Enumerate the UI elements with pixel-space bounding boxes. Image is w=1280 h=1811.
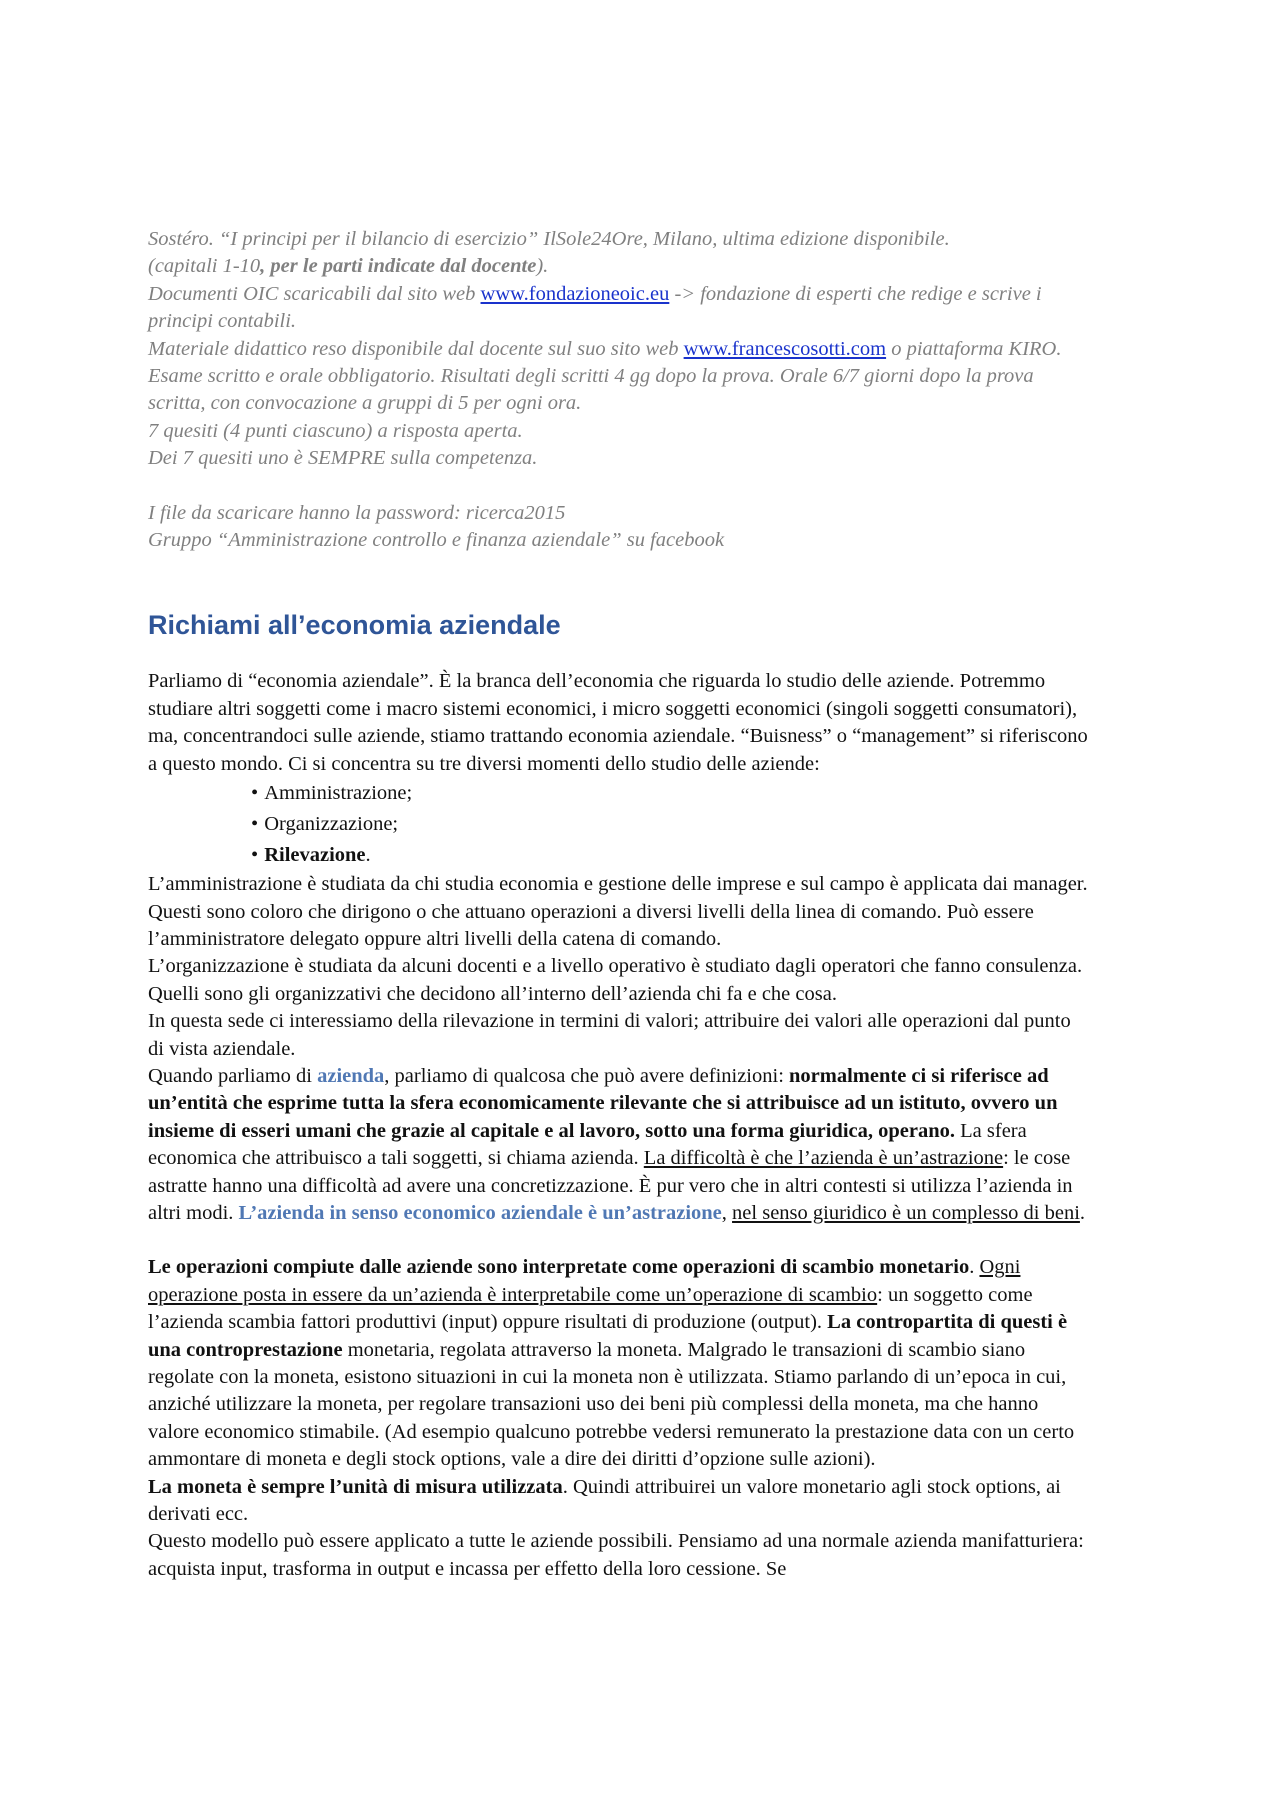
paragraph-azienda: Quando parliamo di azienda, parliamo di qualcosa che può avere definizioni: normalmente ci si riferisce ad un’entità che esprime tutta la sfera economicamente rilevante che si attribuisce ad un istituto, ovvero un insieme di esseri umani che grazie al capitale e al lavoro, sotto una forma giuridica, operano. La sfera economica che attribuisco a tali soggetti, si chiama azienda. La difficoltà è che l’azienda è un’astrazione: le cose astratte hanno una difficoltà ad avere una concretizzazione. È pur vero che in altri contesti si utilizza l’azienda in altri modi. L’azienda in senso economico aziendale è un’astrazione, nel senso giuridico è un complesso di beni. xyxy=(148,1064,1086,1224)
spacer xyxy=(148,1227,1088,1254)
ref-line-facebook-group: Gruppo “Amministrazione controllo e finanza aziendale” su facebook xyxy=(148,529,725,552)
ref-line-competence: Dei 7 quesiti uno è SEMPRE sulla competenza. xyxy=(148,447,538,470)
topics-list xyxy=(148,778,1088,871)
paragraph-organizzazione: L’organizzazione è studiata da alcuni docenti e a livello operativo è studiato dagli operatori che fanno consulenza. Quelli sono gli organizzativi che decidono all’interno dell’azienda chi fa e che cosa. xyxy=(148,955,1083,1005)
paragraph-modello: Questo modello può essere applicato a tutte le aziende possibili. Pensiamo ad una normale azienda manifatturiera: acquista input, trasforma in output e incassa per effetto della loro cessione. Se xyxy=(148,1530,1084,1580)
highlight-astrazione: L’azienda in senso economico aziendale è un’astrazione xyxy=(238,1201,722,1224)
paragraph-amministrazione: L’amministrazione è studiata da chi studia economia e gestione delle imprese e sul campo è applicata dai manager. Questi sono coloro che dirigono o che attuano operazioni a diversi livelli della linea di comando. Può essere l’amministratore delegato oppure altri livelli della catena di comando. xyxy=(148,873,1088,950)
spacer xyxy=(148,473,1088,500)
paragraph-intro: Parliamo di “economia aziendale”. È la branca dell’economia che riguarda lo studio delle aziende. Potremmo studiare altri soggetti come i macro sistemi economici, i micro soggetti economici (singoli soggetti consumatori), ma, concentrandoci sulle aziende, stiamo trattando economia aziendale. “Buisness” o “management” si riferiscono a questo mondo. Ci si concentra su tre diversi momenti dello studio delle aziende: xyxy=(148,670,1088,775)
body-text xyxy=(148,668,1088,1583)
ref-line-chapters: (capitali 1-10, per le parti indicate dal docente). xyxy=(148,255,549,278)
list-item: • Amministrazione; xyxy=(251,778,1088,809)
ref-line-book: Sostéro. “I principi per il bilancio di esercizio” IlSole24Ore, Milano, ultima edizione disponibile. xyxy=(148,228,950,250)
list-item: • Organizzazione; xyxy=(251,809,1088,840)
list-item: • Rilevazione. xyxy=(251,840,1088,871)
ref-line-exam: Esame scritto e orale obbligatorio. Risultati degli scritti 4 gg dopo la prova. Orale 6/7 giorni dopo la prova scritta, con convocazione a gruppi di 5 per ogni ora. xyxy=(148,365,1034,415)
ref-line-questions: 7 quesiti (4 punti ciascuno) a risposta aperta. xyxy=(148,419,523,442)
ref-line-materials: Materiale didattico reso disponibile dal docente sul suo sito web www.francescosotti.com o piattaforma KIRO. xyxy=(148,337,1062,360)
section-heading: Richiami all’economia aziendale xyxy=(148,610,561,641)
fondazioneoic-link[interactable]: www.fondazioneoic.eu xyxy=(480,282,670,305)
ref-line-password: I file da scaricare hanno la password: ricerca2015 xyxy=(148,501,566,524)
paragraph-moneta: La moneta è sempre l’unità di misura utilizzata. Quindi attribuirei un valore monetario agli stock options, ai derivati ecc. xyxy=(148,1475,1061,1526)
paragraph-operazioni: Le operazioni compiute dalle aziende sono interpretate come operazioni di scambio monetario. Ogni operazione posta in essere da un’azienda è interpretabile come un’operazione di scambio: un soggetto come l’azienda scambia fattori produttivi (input) oppure risultati di produzione (output). La contropartita di questi è una controprestazione monetaria, regolata attraverso la moneta. Malgrado le transazioni di scambio siano regolate con la moneta, esistono situazioni in cui la moneta non è utilizzata. Stiamo parlando di un’epoca in cui, anziché utilizzare la moneta, per regolare transazioni uso dei beni più complessi della moneta, ma che hanno valore economico stimabile. (Ad esempio qualcuno potrebbe vedersi remunerato la prestazione data con un certo ammontare di moneta e degli stock options, vale a dire dei diritti d’opzione sulle azioni). xyxy=(148,1256,1075,1471)
ref-line-oic: Documenti OIC scaricabili dal sito web www.fondazioneoic.eu -> fondazione di esperti che redige e scrive i principi contabili. xyxy=(148,282,1042,333)
keyword-azienda: azienda xyxy=(317,1064,385,1087)
page-content xyxy=(148,226,1088,1583)
references-block xyxy=(148,226,1088,554)
paragraph-rilevazione: In questa sede ci interessiamo della rilevazione in termini di valori; attribuire dei valori alle operazioni dal punto di vista aziendale. xyxy=(148,1010,1071,1060)
francescosotti-link[interactable]: www.francescosotti.com xyxy=(683,337,887,360)
